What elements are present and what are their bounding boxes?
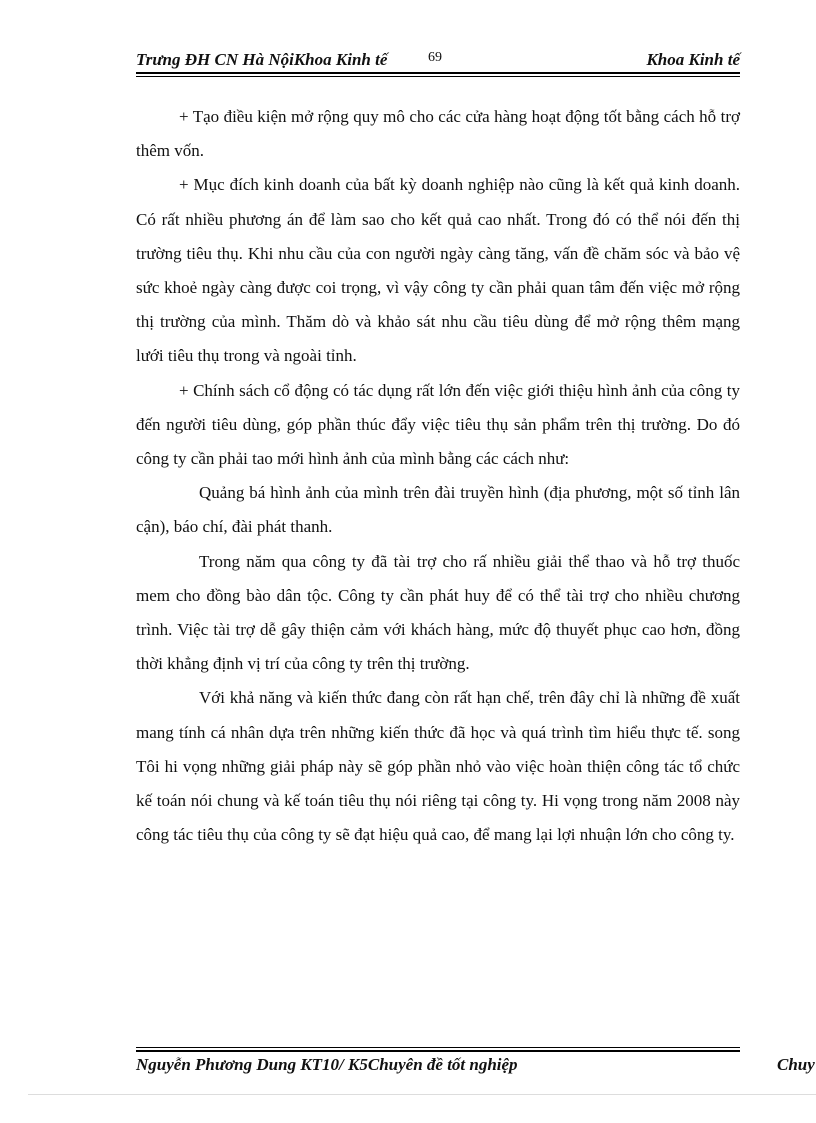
page-number: 69 xyxy=(428,50,442,65)
document-body xyxy=(136,100,740,852)
header-faculty-name: Khoa Kinh tế xyxy=(646,50,740,69)
paragraph-market-expansion: + Mục đích kinh doanh của bất kỳ doanh nghiệp nào cũng là kết quả kinh doanh. Có rất nhiều phương án để làm sao cho kết quả cao nhất. Trong đó có thể nói đến thị trường tiêu thụ. Khi nhu cầu của con người ngày càng tăng, vấn đề chăm sóc và bảo vệ sức khoẻ ngày càng được coi trọng, vì vậy công ty cần phải quan tâm đến việc mở rộng thị trường của mình. Thăm dò và khảo sát nhu cầu tiêu dùng để mở rộng thêm mạng lưới tiêu thụ trong và ngoài tỉnh. xyxy=(136,175,740,366)
page-bottom-edge xyxy=(28,1094,816,1095)
footer-divider xyxy=(136,1047,740,1052)
paragraph-promotion-policy: + Chính sách cổ động có tác dụng rất lớn đến việc giới thiệu hình ảnh của công ty đến người tiêu dùng, góp phần thúc đẩy việc tiêu thụ sản phẩm trên thị trường. Do đó công ty cần phải tao mới hình ảnh của mình bằng các cách như: xyxy=(136,380,740,469)
header-divider xyxy=(136,72,740,77)
page-footer xyxy=(136,1055,816,1079)
footer-author: Nguyễn Phương Dung KT10/ K5Chuyên đề tốt nghiệp xyxy=(136,1055,518,1074)
paragraph-expand-stores: + Tạo điều kiện mở rộng quy mô cho các cửa hàng hoạt động tốt bằng cách hỗ trợ thêm vốn. xyxy=(136,107,740,161)
paragraph-sponsorship: Trong năm qua công ty đã tài trợ cho rấ nhiều giải thể thao và hỗ trợ thuốc mem cho đồng bào dân tộc. Công ty cần phát huy để có thể tài trợ cho nhiều chương trình. Việc tài trợ dễ gây thiện cảm với khách hàng, mức độ thuyết phục cao hơn, đồng thời khẳng định vị trí của công ty trên thị trường. xyxy=(136,551,740,674)
footer-doc-type: Chuy xyxy=(777,1055,815,1074)
page-header xyxy=(136,50,740,72)
header-school-name: Trưng ĐH CN Hà NộiKhoa Kinh tế xyxy=(136,50,388,69)
paragraph-advertising: Quảng bá hình ảnh của mình trên đài truyền hình (địa phương, một số tỉnh lân cận), báo chí, đài phát thanh. xyxy=(136,483,740,537)
paragraph-conclusion: Với khả năng và kiến thức đang còn rất hạn chế, trên đây chỉ là những đề xuất mang tính cá nhân dựa trên những kiến thức đã học và quá trình tìm hiểu thực tế. song Tôi hi vọng những giải pháp này sẽ góp phần nhỏ vào việc hoàn thiện công tác tổ chức kế toán nói chung và kế toán tiêu thụ nói riêng tại công ty. Hi vọng trong năm 2008 này công tác tiêu thụ của công ty sẽ đạt hiệu quả cao, để mang lại lợi nhuận lớn cho công ty. xyxy=(136,688,740,845)
